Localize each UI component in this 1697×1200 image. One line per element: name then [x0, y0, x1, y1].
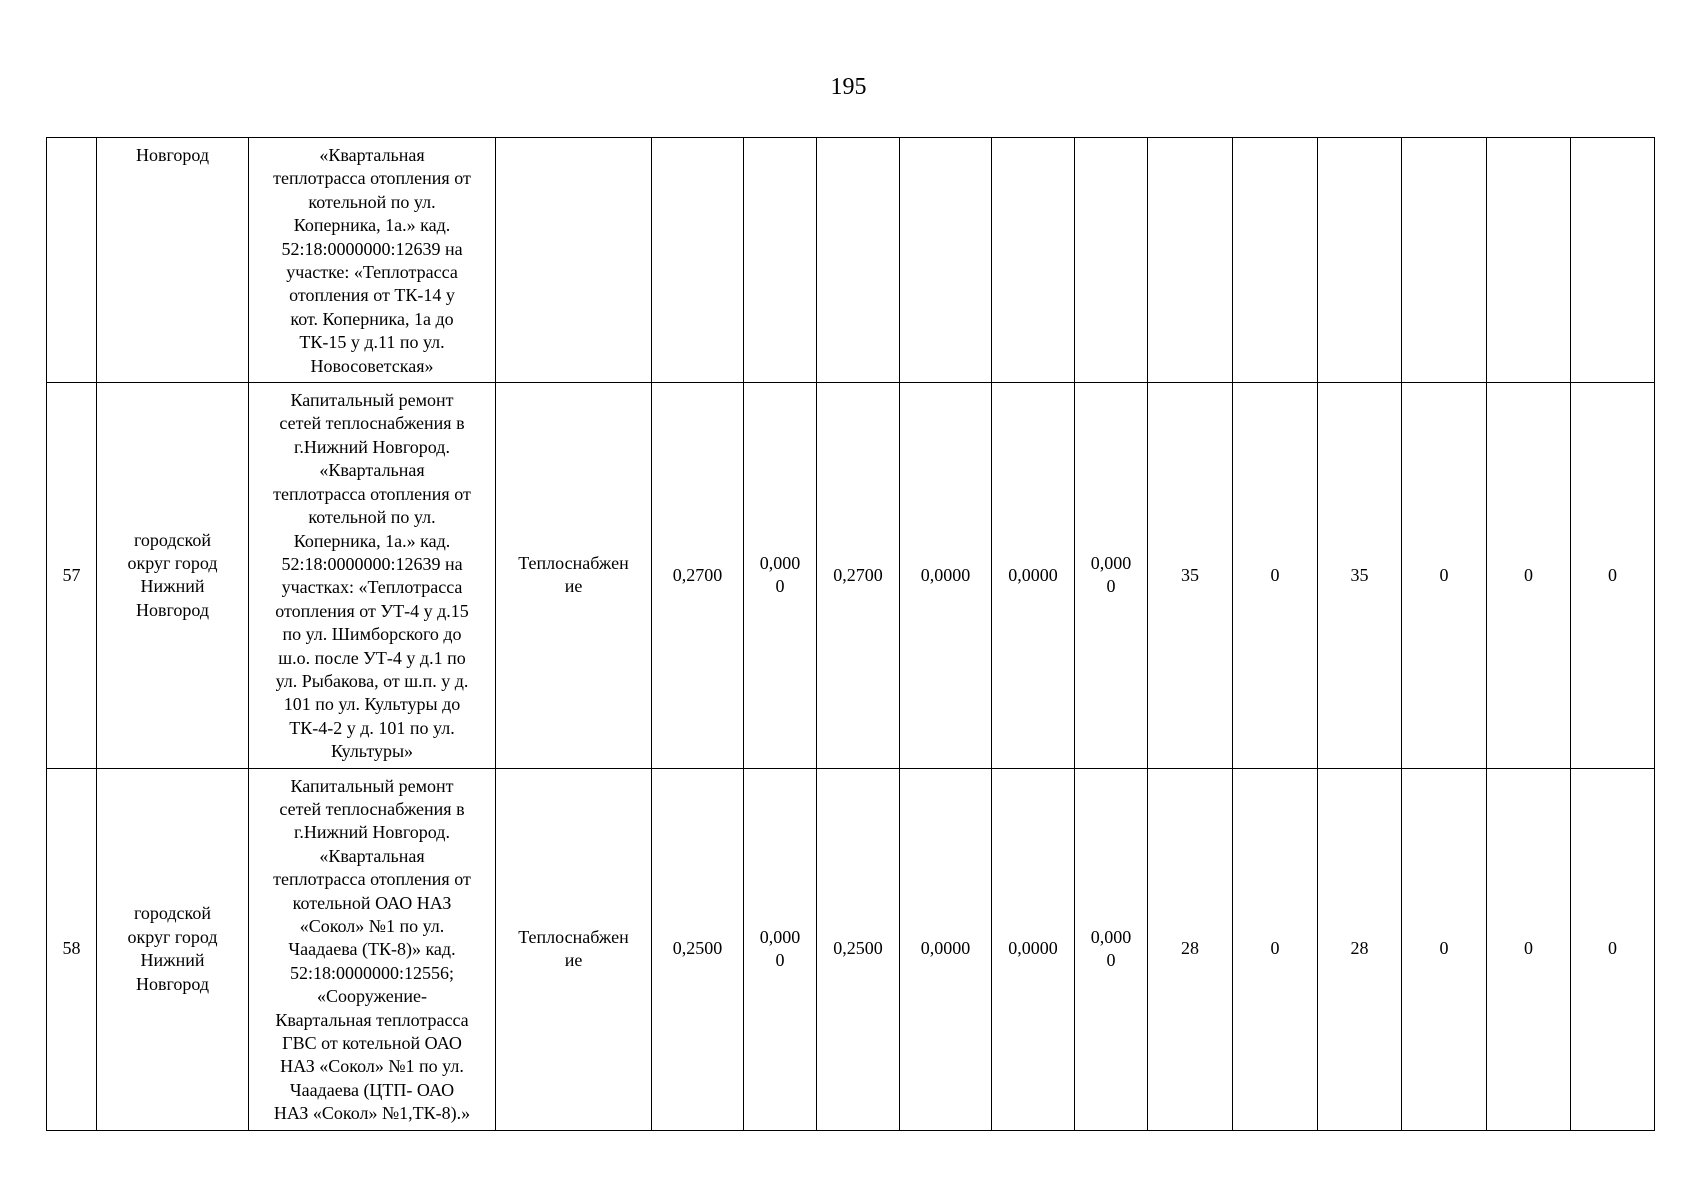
description-line: «Квартальная	[319, 845, 425, 866]
description-line: сетей теплоснабжения в	[279, 413, 465, 434]
description-line: Культуры»	[330, 741, 414, 762]
table-row	[47, 383, 1655, 769]
municipality-line: округ город	[127, 926, 218, 947]
description-line: котельной ОАО НАЗ	[292, 892, 452, 913]
description-line: кот. Коперника, 1а до	[290, 308, 454, 329]
municipality-line: городской	[133, 529, 212, 550]
description-line: «Сокол» №1 по ул.	[299, 916, 445, 936]
description-line: по ул. Шимборского до	[282, 624, 462, 645]
description-line: Новосоветская»	[310, 355, 434, 376]
cell-value-6	[1075, 383, 1148, 769]
cell-type	[496, 138, 652, 383]
description-line: участке: «Теплотрасса	[286, 262, 458, 283]
cell-value-2	[744, 383, 817, 769]
description-line: НАЗ «Сокол» №1 по ул.	[280, 1056, 464, 1077]
description-line: «Квартальная	[319, 460, 425, 481]
cell-value-3: 0,2500	[817, 768, 900, 1130]
cell-value-5	[992, 138, 1075, 383]
type-line: ие	[564, 950, 583, 971]
description-line: «Сооружение-	[317, 986, 427, 1007]
value-line: 0	[1106, 950, 1116, 971]
cell-value-11: 0	[1487, 768, 1571, 1130]
type-line: Теплоснабжен	[518, 552, 629, 573]
data-table	[46, 137, 1655, 1131]
cell-number	[47, 138, 97, 383]
municipality-line: Нижний	[140, 950, 205, 971]
cell-value-3	[817, 138, 900, 383]
cell-value-4: 0,0000	[900, 768, 992, 1130]
description-line: Капитальный ремонт	[290, 775, 454, 796]
cell-value-7	[1148, 138, 1233, 383]
description-line: ГВС от котельной ОАО	[282, 1033, 462, 1054]
municipality-line: городской	[133, 903, 212, 924]
description-line: Чаадаева (ТК-8)» кад.	[288, 939, 456, 960]
cell-value-5: 0,0000	[992, 383, 1075, 769]
description-line: теплотрасса отопления от	[273, 869, 471, 890]
description-line: отопления от ТК-14 у	[289, 285, 455, 306]
description-line: НАЗ «Сокол» №1,ТК-8).»	[273, 1103, 471, 1124]
cell-value-10: 0	[1402, 383, 1487, 769]
description-line: 52:18:0000000:12639 на	[281, 238, 463, 259]
description-line: участках: «Теплотрасса	[281, 577, 463, 598]
cell-value-2	[744, 138, 817, 383]
description-line: 52:18:0000000:12556;	[289, 962, 454, 983]
cell-value-7: 28	[1148, 768, 1233, 1130]
municipality-line: Нижний	[140, 576, 205, 597]
description-line: «Квартальная	[319, 145, 425, 165]
description-line: ш.о. после УТ-4 у д.1 по	[278, 647, 466, 668]
cell-value-1	[652, 138, 744, 383]
cell-number: 57	[47, 383, 97, 769]
description-line: котельной по ул.	[308, 191, 436, 212]
description-line: Квартальная теплотрасса	[275, 1009, 469, 1030]
description-line: Коперника, 1а.» кад.	[293, 215, 451, 236]
value-line: 0,000	[1090, 926, 1132, 947]
cell-value-6	[1075, 138, 1148, 383]
cell-value-12: 0	[1571, 768, 1655, 1130]
cell-value-12: 0	[1571, 383, 1655, 769]
description-line: Чаадаева (ЦТП- ОАО	[289, 1079, 455, 1100]
cell-description	[249, 383, 496, 769]
cell-value-8: 0	[1233, 768, 1318, 1130]
value-line: 0,000	[759, 926, 801, 947]
cell-number: 58	[47, 768, 97, 1130]
description-line: теплотрасса отопления от	[273, 483, 471, 504]
description-line: г.Нижний Новгород.	[294, 822, 450, 843]
cell-value-11: 0	[1487, 383, 1571, 769]
type-line: Теплоснабжен	[518, 926, 629, 947]
description-line: 101 по ул. Культуры до	[283, 694, 461, 715]
cell-value-9: 35	[1318, 383, 1402, 769]
value-line: 0,000	[759, 552, 801, 573]
table-row-continuation	[47, 138, 1655, 383]
cell-value-10: 0	[1402, 768, 1487, 1130]
cell-value-8	[1233, 138, 1318, 383]
description-line: ул. Рыбакова, от ш.п. у д.	[275, 670, 469, 691]
municipality-line: Новгород	[135, 599, 210, 620]
cell-description	[249, 768, 496, 1130]
description-line: г.Нижний Новгород.	[294, 436, 450, 457]
cell-description	[249, 138, 496, 383]
description-line: теплотрасса отопления от	[273, 168, 471, 189]
cell-value-11	[1487, 138, 1571, 383]
cell-value-5: 0,0000	[992, 768, 1075, 1130]
description-line: ТК-4-2 у д. 101 по ул.	[289, 717, 455, 738]
description-line: сетей теплоснабжения в	[279, 798, 465, 819]
municipality-line: Новгород	[135, 973, 210, 994]
value-line: 0	[775, 950, 785, 971]
cell-value-10	[1402, 138, 1487, 383]
description-line: 52:18:0000000:12639 на	[281, 553, 463, 574]
description-line: ТК-15 у д.11 по ул.	[299, 332, 445, 353]
value-line: 0	[775, 576, 785, 597]
cell-municipality: Новгород	[97, 138, 249, 383]
cell-municipality	[97, 768, 249, 1130]
cell-type	[496, 768, 652, 1130]
value-line: 0,000	[1090, 552, 1132, 573]
cell-value-9	[1318, 138, 1402, 383]
cell-value-12	[1571, 138, 1655, 383]
value-line: 0	[1106, 576, 1116, 597]
cell-value-7: 35	[1148, 383, 1233, 769]
type-line: ие	[564, 576, 583, 597]
cell-value-8: 0	[1233, 383, 1318, 769]
cell-value-1: 0,2500	[652, 768, 744, 1130]
description-line: Коперника, 1а.» кад.	[293, 530, 451, 551]
cell-municipality	[97, 383, 249, 769]
cell-value-4: 0,0000	[900, 383, 992, 769]
municipality-line: округ город	[127, 552, 218, 573]
page-number: 195	[830, 74, 867, 100]
cell-value-2	[744, 768, 817, 1130]
cell-value-4	[900, 138, 992, 383]
cell-type	[496, 383, 652, 769]
cell-value-9: 28	[1318, 768, 1402, 1130]
description-line: Капитальный ремонт	[290, 390, 454, 411]
cell-value-3: 0,2700	[817, 383, 900, 769]
cell-value-1: 0,2700	[652, 383, 744, 769]
description-line: отопления от УТ-4 у д.15	[275, 600, 469, 621]
cell-value-6	[1075, 768, 1148, 1130]
description-line: котельной по ул.	[308, 507, 436, 528]
table-row	[47, 768, 1655, 1130]
